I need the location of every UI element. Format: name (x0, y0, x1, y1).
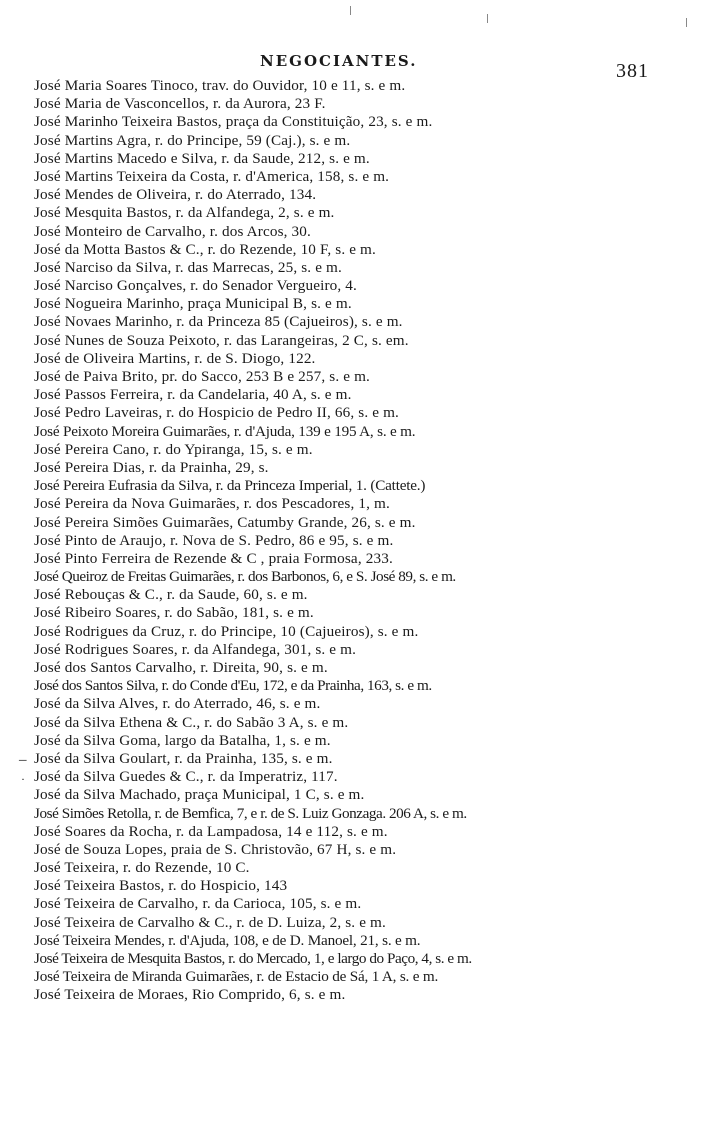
list-item: José Passos Ferreira, r. da Candelaria, 40 A, s. e m. (34, 386, 352, 404)
edge-mark (350, 6, 351, 15)
list-item: José da Silva Guedes & C., r. da Imperatriz, 117. (34, 768, 338, 786)
list-item: José da Motta Bastos & C., r. do Rezende, 10 F, s. e m. (34, 240, 376, 258)
list-item: José Martins Agra, r. do Principe, 59 (Caj.), s. e m. (34, 131, 351, 149)
list-item: José Teixeira, r. do Rezende, 10 C. (34, 859, 250, 877)
list-item: José Rodrigues da Cruz, r. do Principe, 10 (Cajueiros), s. e m. (34, 622, 419, 640)
list-item: José Teixeira de Mesquita Bastos, r. do Mercado, 1, e largo do Paço, 4, s. e m. (34, 950, 472, 967)
list-item: José Maria Soares Tinoco, trav. do Ouvidor, 10 e 11, s. e m. (34, 77, 406, 94)
list-item: José Teixeira Mendes, r. d'Ajuda, 108, e de D. Manoel, 21, s. e m. (34, 931, 421, 949)
list-item: José de Paiva Brito, pr. do Sacco, 253 B e 257, s. e m. (34, 368, 371, 385)
edge-mark (487, 14, 488, 23)
list-item: José Mendes de Oliveira, r. do Aterrado, 134. (34, 186, 317, 204)
list-item: José Pereira Simões Guimarães, Catumby Grande, 26, s. e m. (34, 513, 416, 531)
list-item: José Martins Macedo e Silva, r. da Saude, 212, s. e m. (34, 149, 370, 167)
list-item: José da Silva Ethena & C., r. do Sabão 3 A, s. e m. (34, 713, 349, 731)
list-item: José Pinto Ferreira de Rezende & C , praia Formosa, 233. (34, 549, 393, 567)
list-item: José Narciso Gonçalves, r. do Senador Vergueiro, 4. (34, 277, 358, 295)
list-item: José Maria de Vasconcellos, r. da Aurora, 23 F. (34, 95, 326, 113)
list-item: José Simões Retolla, r. de Bemfica, 7, e r. de S. Luiz Gonzaga. 206 A, s. e m. (34, 804, 467, 822)
list-item: José da Silva Goulart, r. da Prainha, 135, s. e m. (34, 749, 333, 767)
list-item: José Pereira Eufrasia da Silva, r. da Princeza Imperial, 1. (Cattete.) (34, 477, 426, 495)
list-item: José Mesquita Bastos, r. da Alfandega, 2, s. e m. (34, 204, 335, 222)
merchant-list (34, 77, 694, 1005)
list-item: José Monteiro de Carvalho, r. dos Arcos, 30. (34, 222, 311, 240)
list-item: José Rodrigues Soares, r. da Alfandega, 301, s. e m. (34, 640, 357, 658)
list-item: José Teixeira de Carvalho & C., r. de D. Luiza, 2, s. e m. (34, 913, 386, 931)
margin-tick-mark: · (21, 772, 25, 786)
list-item: José Nogueira Marinho, praça Municipal B, s. e m. (34, 295, 352, 313)
list-item: José da Silva Machado, praça Municipal, 1 C, s. e m. (34, 786, 365, 804)
list-item: José da Silva Goma, largo da Batalha, 1, s. e m. (34, 731, 331, 749)
list-item: José Pereira da Nova Guimarães, r. dos Pescadores, 1, m. (34, 495, 390, 513)
list-item: José da Silva Alves, r. do Aterrado, 46, s. e m. (34, 695, 321, 713)
list-item: José Pedro Laveiras, r. do Hospicio de Pedro II, 66, s. e m. (34, 404, 399, 422)
list-item: José Soares da Rocha, r. da Lampadosa, 14 e 112, s. e m. (34, 822, 388, 840)
list-item: José dos Santos Carvalho, r. Direita, 90, s. e m. (34, 659, 328, 676)
section-title: NEGOCIANTES. (260, 52, 418, 70)
list-item: José Martins Teixeira da Costa, r. d'America, 158, s. e m. (34, 167, 390, 185)
page-header (0, 48, 704, 82)
list-item: José Marinho Teixeira Bastos, praça da Constituição, 23, s. e m. (34, 113, 433, 131)
list-item: José Pereira Dias, r. da Prainha, 29, s. (34, 458, 269, 476)
list-item: José Teixeira de Miranda Guimarães, r. de Estacio de Sá, 1 A, s. e m. (34, 968, 439, 986)
list-item: José Teixeira de Carvalho, r. da Carioca, 105, s. e m. (34, 895, 362, 913)
list-item: José Narciso da Silva, r. das Marrecas, 25, s. e m. (34, 258, 342, 276)
list-item: José Queiroz de Freitas Guimarães, r. dos Barbonos, 6, e S. José 89, s. e m. (34, 568, 456, 586)
list-item: José dos Santos Silva, r. do Conde d'Eu, 172, e da Prainha, 163, s. e m. (34, 677, 432, 695)
list-item: José Pereira Cano, r. do Ypiranga, 15, s. e m. (34, 440, 313, 458)
edge-mark (686, 18, 687, 27)
margin-dash-mark: – (19, 752, 27, 768)
list-item: José Nunes de Souza Peixoto, r. das Larangeiras, 2 C, s. em. (34, 331, 409, 349)
page-number: 381 (616, 60, 649, 82)
list-item: José Teixeira de Moraes, Rio Comprido, 6, s. e m. (34, 986, 346, 1004)
list-item: José de Souza Lopes, praia de S. Christovão, 67 H, s. e m. (34, 840, 397, 858)
list-item: José Novaes Marinho, r. da Princeza 85 (Cajueiros), s. e m. (34, 313, 403, 331)
list-item: José Rebouças & C., r. da Saude, 60, s. e m. (34, 586, 308, 604)
list-item: José Peixoto Moreira Guimarães, r. d'Ajuda, 139 e 195 A, s. e m. (34, 422, 416, 440)
list-item: José Pinto de Araujo, r. Nova de S. Pedro, 86 e 95, s. e m. (34, 531, 394, 549)
list-item: José Teixeira Bastos, r. do Hospicio, 143 (34, 877, 288, 895)
list-item: José Ribeiro Soares, r. do Sabão, 181, s. e m. (34, 604, 314, 622)
list-item: José de Oliveira Martins, r. de S. Diogo, 122. (34, 349, 316, 367)
